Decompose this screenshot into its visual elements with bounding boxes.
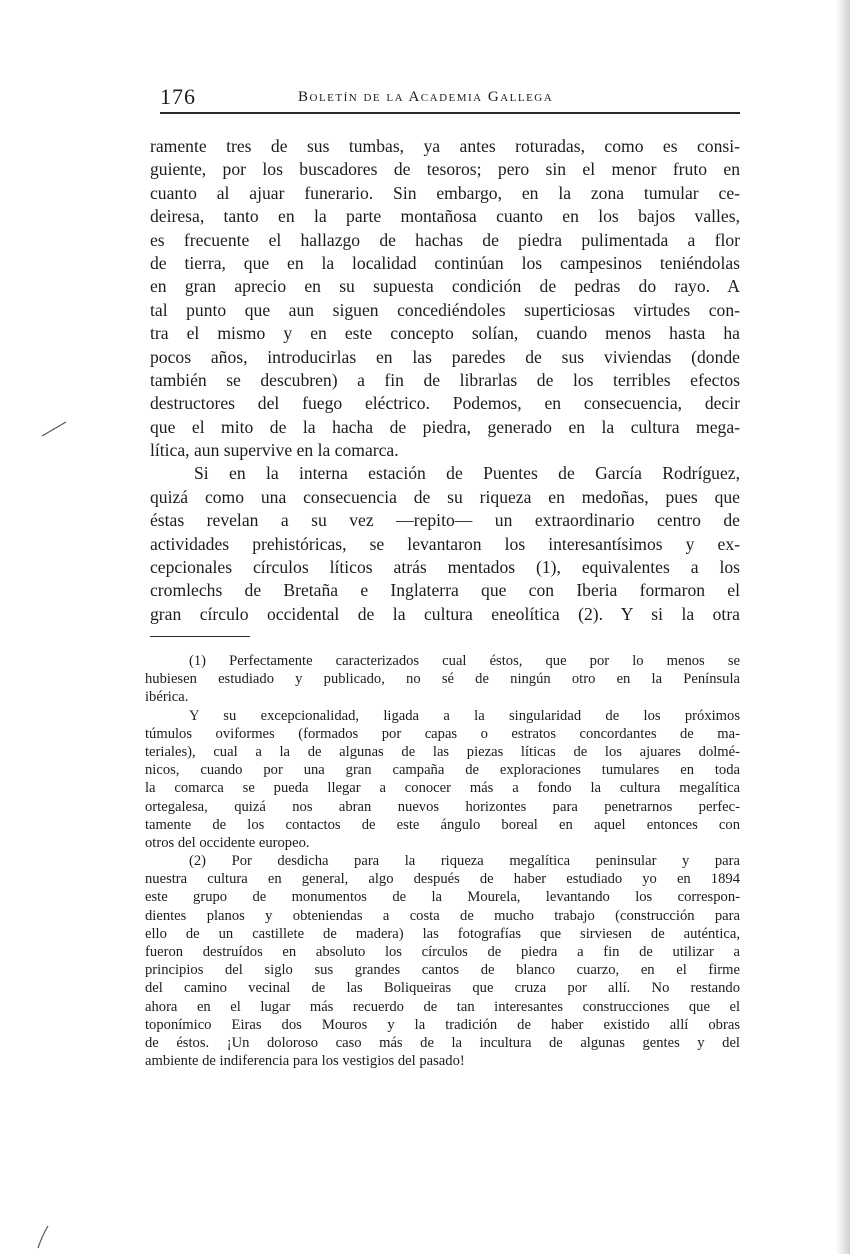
margin-pencil-mark bbox=[34, 1222, 54, 1252]
body-line: tra el mismo y en este concepto solían, cuando menos hasta ha bbox=[150, 323, 740, 344]
footnote-line: túmulos oviformes (formados por capas o estratos concordantes de ma- bbox=[145, 725, 740, 742]
page-number: 176 bbox=[160, 84, 196, 109]
header-rule bbox=[160, 112, 740, 114]
body-line: cromlechs de Bretaña e Inglaterra que con Iberia formaron el bbox=[150, 580, 740, 601]
body-line: pocos años, introducirlas en las paredes de sus viviendas (donde bbox=[150, 346, 740, 367]
body-line: cuanto al ajuar funerario. Sin embargo, en la zona tumular ce- bbox=[150, 182, 740, 203]
footnote-line: nuestra cultura en general, algo después de haber estudiado yo en 1894 bbox=[145, 871, 740, 888]
footnote-line: dientes planos y obteniendas a costa de mucho trabajo (construcción para bbox=[145, 907, 740, 924]
footnote-line: hubiesen estudiado y publicado, no sé de ningún otro en la Península bbox=[145, 671, 740, 688]
journal-title: Boletín de la Academia Gallega bbox=[298, 89, 554, 105]
body-line: actividades prehistóricas, se levantaron los interesantísimos y ex- bbox=[150, 533, 740, 554]
body-line: tal punto que aun siguen concediéndoles superticiosas virtudes con- bbox=[150, 299, 740, 320]
footnote-line: ello de un castillete de madera) las fotografías que sirviesen de auténtica, bbox=[145, 925, 740, 942]
footnote-line: (1) Perfectamente caracterizados cual éstos, que por lo menos se bbox=[189, 653, 740, 669]
body-line: lítica, aun supervive en la comarca. bbox=[150, 440, 399, 461]
body-line: quizá como una consecuencia de su riqueza en medoñas, pues que bbox=[150, 486, 740, 507]
footnote-line: nicos, cuando por una gran campaña de exploraciones tumulares en toda bbox=[145, 762, 740, 779]
body-text bbox=[150, 135, 740, 626]
margin-pencil-mark bbox=[40, 418, 70, 440]
running-header bbox=[160, 84, 740, 114]
footnote-separator bbox=[150, 636, 250, 637]
page-edge-shadow bbox=[836, 0, 850, 1254]
footnote-line: la comarca se pueda llegar a conocer más a fondo la cultura megalítica bbox=[145, 780, 740, 797]
footnote-line: otros del occidente europeo. bbox=[145, 834, 310, 851]
footnote-line: del camino vecinal de las Boliqueiras que cruza por allí. No restando bbox=[145, 980, 740, 997]
body-line: cepcionales círculos líticos atrás mentados (1), equivalentes a los bbox=[150, 557, 740, 578]
body-line: en gran aprecio en su supuesta condición de pedras do rayo. A bbox=[150, 276, 740, 297]
body-line: también se descubren) a fin de librarlas de los terribles efectos bbox=[150, 369, 740, 390]
footnote-line: fueron destruídos en absoluto los círculos de piedra a fin de utilizar a bbox=[145, 944, 740, 960]
body-line: éstas revelan a su vez —repito— un extraordinario centro de bbox=[150, 510, 740, 531]
footnote-line: ahora en el lugar más recuerdo de tan interesantes construcciones que el bbox=[145, 998, 740, 1015]
body-line: de tierra, que en la localidad continúan los campesinos teniéndolas bbox=[150, 252, 740, 273]
body-line: ramente tres de sus tumbas, ya antes roturadas, como es consi- bbox=[150, 136, 740, 156]
footnote-line: Y su excepcionalidad, ligada a la singularidad de los próximos bbox=[189, 707, 740, 724]
footnote-line: teriales), cual a la de algunas de las piezas líticas de los ajuares dolmé- bbox=[145, 743, 740, 760]
footnote-line: ibérica. bbox=[145, 689, 189, 706]
footnote-line: ambiente de indiferencia para los vestigios del pasado! bbox=[145, 1053, 465, 1070]
footnote-line: ortegalesa, quizá nos abran nuevos horizontes para penetrarnos perfec- bbox=[145, 798, 740, 815]
body-line: que el mito de la hacha de piedra, generado en la cultura mega- bbox=[150, 416, 740, 437]
footnote-line: (2) Por desdicha para la riqueza megalítica peninsular y para bbox=[189, 853, 740, 870]
body-line: destructores del fuego eléctrico. Podemos, en consecuencia, decir bbox=[150, 393, 740, 414]
footnote-line: toponímico Eiras dos Mouros y la tradición de haber existido allí obras bbox=[145, 1016, 740, 1033]
body-line: Si en la interna estación de Puentes de García Rodríguez, bbox=[194, 463, 740, 484]
footnote-line: tamente de los contactos de este ángulo boreal en aquel entonces con bbox=[145, 816, 740, 833]
footnotes bbox=[145, 652, 740, 1070]
footnote-line: principios del siglo sus grandes cantos de blanco cuarzo, en el firme bbox=[145, 962, 740, 979]
footnote-line: este grupo de monumentos de la Mourela, levantando los correspon- bbox=[145, 889, 740, 906]
body-line: gran círculo occidental de la cultura eneolítica (2). Y si la otra bbox=[150, 603, 740, 624]
body-line: deiresa, tanto en la parte montañosa cuanto en los bajos valles, bbox=[150, 206, 740, 227]
body-line: guiente, por los buscadores de tesoros; pero sin el menor fruto en bbox=[150, 159, 740, 180]
body-line: es frecuente el hallazgo de hachas de piedra pulimentada a flor bbox=[150, 229, 740, 250]
footnote-line: de éstos. ¡Un doloroso caso más de la incultura de algunas gentes y del bbox=[145, 1034, 740, 1051]
